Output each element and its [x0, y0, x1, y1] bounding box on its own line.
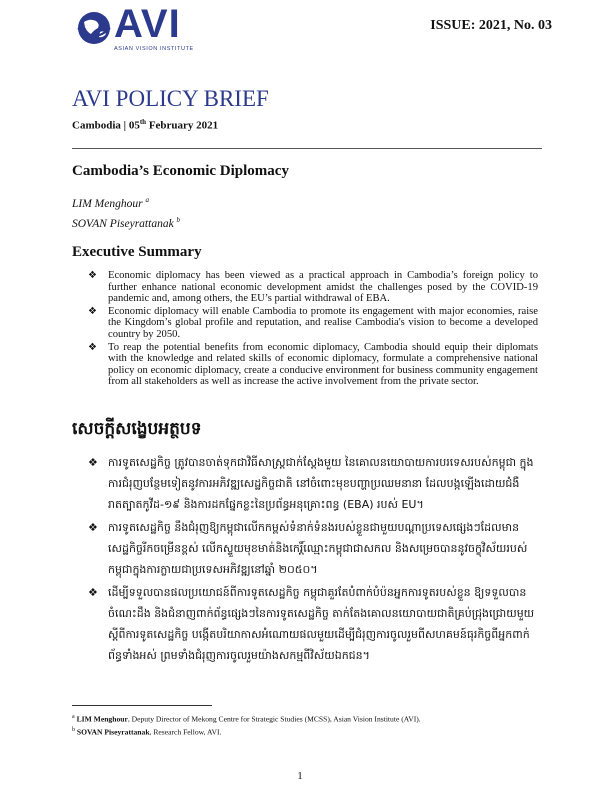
- summary-text: To reap the potential benefits from economic diplomacy, Cambodia should equip their diplomats with the knowledge and related skills of economic diplomacy, formulate a comprehensive national policy on economic diplomacy, create a conducive environment for business community engagement from all stakeholders as well as increase the active involvement from the private sector.: [108, 341, 538, 388]
- list-item: [88, 306, 538, 341]
- footnote-text: , Research Fellow, AVI.: [149, 727, 222, 737]
- khmer-summary-heading: សេចក្តីសង្ខេបអត្ថបទ: [72, 419, 202, 439]
- executive-summary-list: [88, 270, 538, 389]
- page-number: 1: [297, 770, 303, 782]
- author-list: [72, 192, 180, 232]
- list-item: [88, 270, 538, 305]
- logo-text: AVI: [114, 2, 181, 46]
- author-name: LIM Menghour: [72, 197, 143, 210]
- author-b: [72, 212, 180, 232]
- dateline-ordinal: th: [139, 118, 147, 126]
- dateline-suffix: February 2021: [146, 119, 219, 132]
- footnotes: [72, 712, 542, 737]
- summary-text: Economic diplomacy will enable Cambodia to promote its engagement with major economies, raise the Kingdom’s global profile and reputation, and realise Cambodia's vision to become a developed country by 2050.: [108, 305, 538, 340]
- diamond-bullet-icon: ❖: [88, 305, 97, 317]
- author-mark: a: [145, 196, 149, 204]
- list-item: [88, 342, 538, 388]
- khmer-text: ដើម្បីទទួលបានផលប្រយោជន៍ពីការទូតសេដ្ឋកិច្ច កម្ពុជាគួរតែបំពាក់បំប៉នអ្នកការទូតរបស់ខ្លួន ឱ្យទទួលបានចំណេះដឹង និងជំនាញពាក់ព័ន្ធផ្សេងៗនៃការទូតសេដ្ឋកិច្ច តាក់តែងគោលនយោបាយជាតិគ្រប់ជ្រុងជ្រោយមួយស្តីពីការទូតសេដ្ឋកិច្ច បង្កើតបរិយាកាសអំណោយផលមួយដើម្បីជំរុញការចូលរួមពីសហគមន៍ធុរកិច្ចពីអ្នកពាក់ព័ន្ធទាំងអស់ ព្រមទាំងជំរុញការចូលរួមយ៉ាងសកម្មពីវិស័យឯកជន។: [108, 586, 535, 662]
- dateline: [72, 118, 218, 132]
- issue-number: ISSUE: 2021, No. 03: [430, 18, 552, 33]
- brief-subtitle: Cambodia’s Economic Diplomacy: [72, 163, 289, 179]
- footnote-divider: [72, 705, 212, 706]
- page-title: AVI POLICY BRIEF: [72, 86, 269, 111]
- globe-icon: [76, 10, 112, 46]
- list-item: [88, 582, 538, 666]
- logo-subtitle: ASIAN VISION INSTITUTE: [114, 46, 194, 52]
- executive-summary-heading: Executive Summary: [72, 244, 202, 260]
- footnote-name: LIM Menghour: [76, 714, 128, 724]
- diamond-bullet-icon: ❖: [88, 341, 97, 353]
- footnote-a: [72, 712, 542, 725]
- footnote-mark: b: [72, 726, 75, 733]
- footnote-mark: a: [72, 714, 75, 720]
- avi-logo: [72, 2, 222, 52]
- khmer-summary-list: [88, 452, 538, 668]
- summary-text: Economic diplomacy has been viewed as a practical approach in Cambodia’s foreign policy to further enhance national economic development amidst the challenges posed by the COVID-19 pandemic and, among others, the EU’s partial withdrawal of EBA.: [108, 270, 538, 305]
- header-divider: [72, 148, 542, 149]
- author-name: SOVAN Piseyrattanak: [72, 217, 174, 230]
- diamond-bullet-icon: ❖: [88, 270, 97, 281]
- diamond-bullet-icon: ❖: [88, 586, 98, 599]
- author-mark: b: [176, 215, 181, 224]
- page-header: [72, 2, 552, 68]
- footnote-name: SOVAN Piseyrattanak: [76, 727, 150, 737]
- diamond-bullet-icon: ❖: [88, 456, 98, 469]
- list-item: [88, 452, 538, 515]
- diamond-bullet-icon: ❖: [88, 521, 98, 534]
- author-a: [72, 192, 180, 212]
- dateline-prefix: Cambodia | 05: [72, 119, 140, 132]
- footnote-b: [72, 725, 542, 738]
- khmer-text: ការទូតសេដ្ឋកិច្ច ត្រូវបានចាត់ទុកជាវិធីសាស្រ្តជាក់ស្តែងមួយ នៃគោលនយោបាយការបរទេសរបស់កម្ពុជា ក្នុងការជំរុញបន្ថែមទៀតនូវការអភិវឌ្ឍសេដ្ឋកិច្ចជាតិ នៅចំពោះមុខបញ្ហាប្រឈមនានា ដែលបង្កឡើងដោយជំងឺរាតត្បាតកូវីដ-១៩ និងការដកផ្នែកខ្លះនៃប្រព័ន្ធអនុគ្រោះពន្ធ (EBA) របស់ EU។: [108, 456, 534, 511]
- list-item: [88, 517, 538, 580]
- khmer-text: ការទូតសេដ្ឋកិច្ច នឹងជំរុញឱ្យកម្ពុជាលើកកម្ពស់ទំនាក់ទំនងរបស់ខ្លួនជាមួយបណ្តាប្រទេសផ្សេងៗដែលមានសេដ្ឋកិច្ចរីកចម្រើនខ្ពស់ លើកស្ទួយមុខមាត់និងកេរ្តិ៍ឈ្មោះកម្ពុជាជាសកល និងសម្រេចបាននូវចក្ខុវិស័យរបស់កម្ពុជាក្នុងការក្លាយជាប្រទេសអភិវឌ្ឍនៅឆ្នាំ ២០៥០។: [108, 521, 528, 576]
- footnote-text: , Deputy Director of Mekong Centre for Strategic Studies (MCSS), Asian Vision Institute (AVI).: [127, 714, 421, 724]
